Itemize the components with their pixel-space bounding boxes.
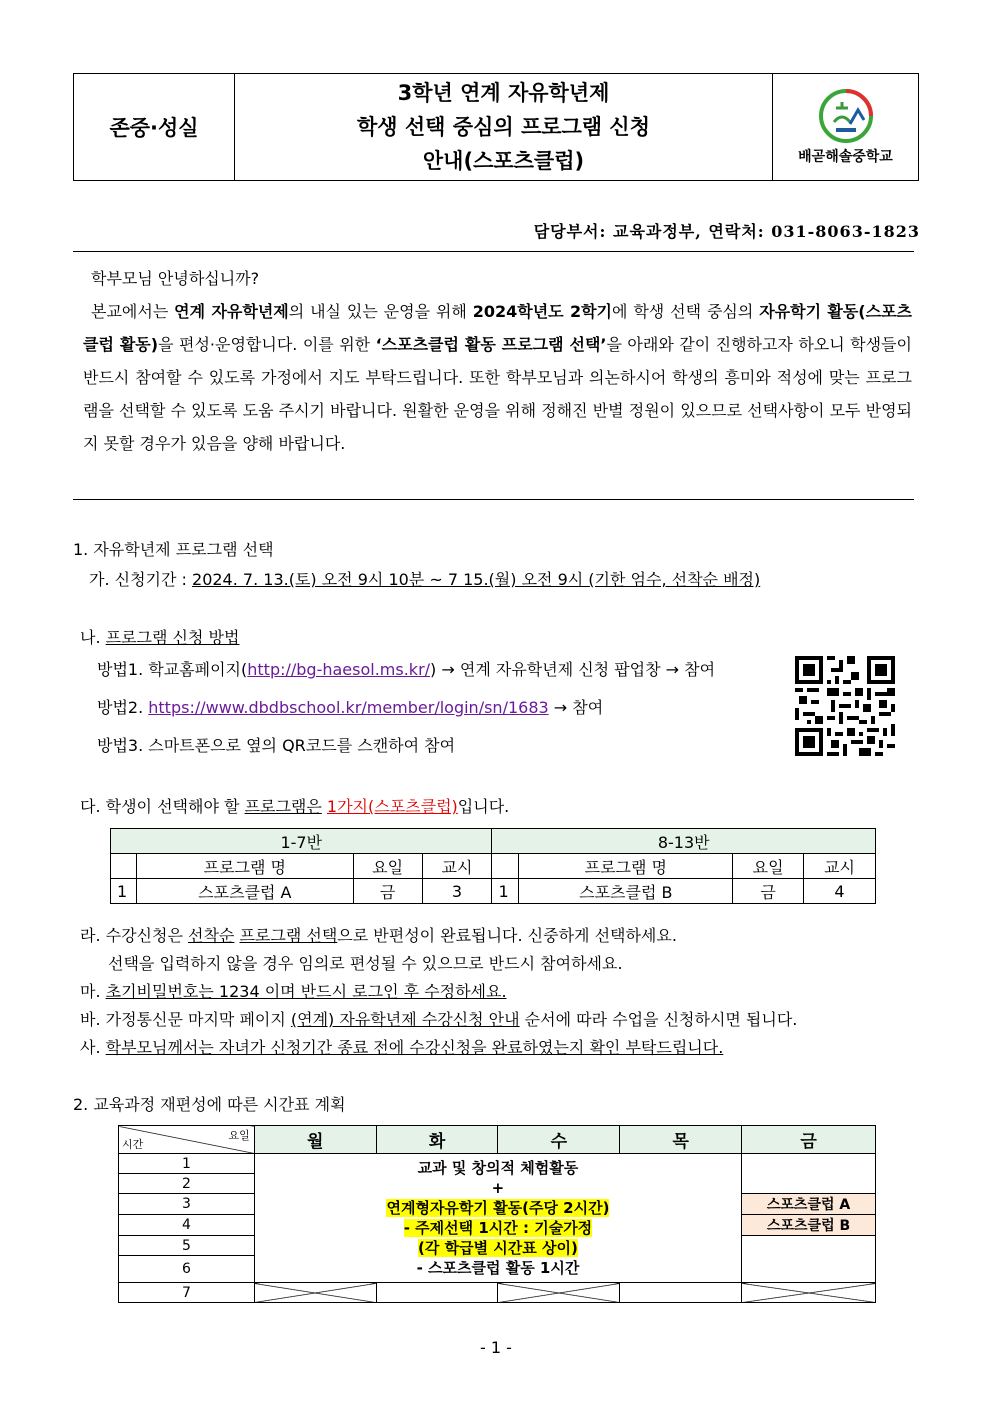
note-text: 마. <box>80 982 106 1001</box>
program-period: 4 <box>804 879 876 904</box>
day-header: 목 <box>620 1126 742 1154</box>
period-label: 5 <box>119 1236 255 1256</box>
line-text: 입니다. <box>457 797 510 816</box>
program-day: 금 <box>733 879 804 904</box>
section1-title: 1. 자유학년제 프로그램 선택 <box>73 540 274 559</box>
note-text: 순서에 따라 수업을 신청하시면 됩니다. <box>519 1010 798 1029</box>
intro-paragraph <box>83 262 912 460</box>
note-ra-2: 선택을 입력하지 않을 경우 임의로 편성될 수 있으므로 반드시 참여하세요. <box>108 954 623 973</box>
note-ma <box>80 981 507 1003</box>
highlighted-text: 연계형자유학기 활동(주당 2시간) <box>386 1199 610 1217</box>
col-day: 요일 <box>733 854 804 879</box>
divider-bottom <box>73 499 914 500</box>
greeting: 학부모님 안녕하십니까? <box>91 269 260 288</box>
divider-top <box>73 251 914 252</box>
intro-bold: 2024학년도 2학기 <box>472 302 613 321</box>
group-header-1-7: 1-7반 <box>111 829 492 854</box>
school-logo-block <box>773 74 918 180</box>
friday-empty <box>742 1236 876 1283</box>
document-header <box>73 73 919 181</box>
highlighted-text: (각 학급별 시간표 상이) <box>418 1239 578 1257</box>
crossed-cell <box>742 1283 876 1303</box>
title-line-2: 학생 선택 중심의 프로그램 신청 <box>357 115 650 139</box>
program-name: 스포츠클럽 A <box>136 879 353 904</box>
page-number: - 1 - <box>480 1338 512 1357</box>
program-name: 스포츠클럽 B <box>519 879 733 904</box>
intro-text: 의 내실 있는 운영을 위해 <box>288 302 473 321</box>
school-name: 배곧해솔중학교 <box>798 149 893 165</box>
row-number: 1 <box>492 879 519 904</box>
col-period: 교시 <box>804 854 876 879</box>
corner-day-label: 요일 <box>228 1129 250 1142</box>
method2-text: → 참여 <box>548 698 604 717</box>
intro-text: 본교에서는 <box>91 302 175 321</box>
col-program-name: 프로그램 명 <box>519 854 733 879</box>
col-program-name: 프로그램 명 <box>136 854 353 879</box>
intro-text: 에 학생 선택 중심의 <box>612 302 760 321</box>
day-header: 월 <box>254 1126 376 1154</box>
note-underlined: 프로그램 선택 <box>239 926 338 945</box>
merged-line: + <box>491 1179 505 1197</box>
method-2 <box>97 697 603 719</box>
intro-bold: ‘스포츠클럽 활동 프로그램 선택’ <box>375 335 607 354</box>
note-underlined: 초기비밀번호는 1234 이며 반드시 로그인 후 수정하세요. <box>105 982 507 1001</box>
corner-time-label: 시간 <box>122 1138 144 1151</box>
period-label: 1 <box>119 1154 255 1174</box>
method-3: 방법3. 스마트폰으로 옆의 QR코드를 스캔하여 참여 <box>97 736 456 755</box>
intro-bold: 자유학기 활동(스포츠클럽 활동) <box>83 302 912 354</box>
intro-text: 을 아래와 같이 진행하고자 하오니 학생들이 반드시 참여할 수 있도록 가정에서 지도 부탁드립니다. 또한 학부모님과 의논하시어 학생의 흥미와 적성에 맞는 프로그램을 선택할 수 있도록 도움 주시기 바랍니다. 원활한 운영을 위해 정해진 반별 정원이 있으므로 선택사항이 모두 반영되지 못할 경우가 있음을 양해 바랍니다. <box>83 335 913 453</box>
program-selection-table <box>110 828 876 904</box>
friday-period3: 스포츠클럽 A <box>742 1194 876 1215</box>
timetable <box>118 1125 876 1303</box>
crossed-cell <box>498 1283 620 1303</box>
row-number: 1 <box>111 879 137 904</box>
note-text: 라. 수강신청은 <box>80 926 188 945</box>
merged-line: - 스포츠클럽 활동 1시간 <box>416 1259 580 1277</box>
note-text: 사. <box>80 1038 106 1057</box>
day-header: 수 <box>498 1126 620 1154</box>
section2-title: 2. 교육과정 재편성에 따른 시간표 계획 <box>73 1095 346 1114</box>
group-header-8-13: 8-13반 <box>492 829 876 854</box>
title-line-3: 안내(스포츠클럽) <box>422 149 585 173</box>
empty-cell <box>492 854 519 879</box>
qr-code-icon <box>795 656 895 756</box>
note-ba <box>80 1009 797 1031</box>
note-underlined: 학부모님께서는 자녀가 신청기간 종료 전에 수강신청을 완료하였는지 확인 부탁드립니다. <box>105 1038 724 1057</box>
merged-activity-cell <box>254 1154 741 1283</box>
document-title <box>235 74 773 180</box>
period-label: 4 <box>119 1215 255 1236</box>
method-prefix: 나. <box>80 628 106 647</box>
empty-cell <box>111 854 137 879</box>
contact-info: 담당부서: 교육과정부, 연락처: 031-8063-1823 <box>533 222 920 241</box>
intro-bold: 연계 자유학년제 <box>174 302 289 321</box>
period-label: 6 <box>119 1256 255 1283</box>
period-label: 7 <box>119 1283 255 1303</box>
merged-line <box>255 1218 741 1238</box>
school-logo-icon <box>814 88 878 144</box>
timetable-corner <box>119 1126 255 1154</box>
merged-line <box>255 1238 741 1258</box>
dbdbschool-link[interactable]: https://www.dbdbschool.kr/member/login/sn/1683 <box>148 698 549 717</box>
method2-text: 방법2. <box>97 698 149 717</box>
title-line-1: 3학년 연계 자유학년제 <box>397 81 610 105</box>
col-period: 교시 <box>422 854 492 879</box>
period-label: 가. 신청기간 : <box>89 570 193 589</box>
program-period: 3 <box>422 879 492 904</box>
crossed-cell <box>254 1283 376 1303</box>
merged-line <box>255 1198 741 1218</box>
col-day: 요일 <box>353 854 422 879</box>
program-count-line <box>80 796 509 818</box>
merged-line: 교과 및 창의적 체험활동 <box>417 1159 579 1177</box>
empty-cell <box>620 1283 742 1303</box>
program-count-highlight: 1가지(스포츠클럽) <box>326 797 458 816</box>
table-row <box>111 879 876 904</box>
program-day: 금 <box>353 879 422 904</box>
empty-cell <box>376 1283 498 1303</box>
application-period <box>89 569 760 591</box>
highlighted-text: - 주제선택 1시간 : 기술가정 <box>403 1219 593 1237</box>
method1-text: ) → 연계 자유학년제 신청 팝업창 → 참여 <box>430 660 716 679</box>
period-label: 3 <box>119 1194 255 1215</box>
school-homepage-link[interactable]: http://bg-haesol.ms.kr/ <box>247 660 431 679</box>
friday-empty <box>742 1154 876 1194</box>
method-title <box>80 627 239 649</box>
method-1 <box>97 659 715 681</box>
line-underlined: 프로그램은 <box>244 797 322 816</box>
intro-text: 을 편성·운영합니다. 이를 위한 <box>158 335 376 354</box>
day-header: 금 <box>742 1126 876 1154</box>
method-title-text: 프로그램 신청 방법 <box>105 628 240 647</box>
period-label: 2 <box>119 1174 255 1194</box>
line-text: 다. 학생이 선택해야 할 <box>80 797 245 816</box>
note-text: 바. 가정통신문 마지막 페이지 <box>80 1010 291 1029</box>
note-ra <box>80 925 677 947</box>
period-value: 2024. 7. 13.(토) 오전 9시 10분 ~ 7 15.(월) 오전 9시 (기한 엄수, 선착순 배정) <box>192 570 761 589</box>
note-sa <box>80 1037 723 1059</box>
note-underlined: (연계) 자유학년제 수강신청 안내 <box>290 1010 520 1029</box>
note-underlined: 선착순 <box>188 926 235 945</box>
school-motto: 존중·성실 <box>74 74 235 180</box>
note-text: 으로 반편성이 완료됩니다. 신중하게 선택하세요. <box>337 926 677 945</box>
day-header: 화 <box>376 1126 498 1154</box>
friday-period4: 스포츠클럽 B <box>742 1215 876 1236</box>
intro-body <box>83 295 912 460</box>
method1-text: 방법1. 학교홈페이지( <box>97 660 248 679</box>
